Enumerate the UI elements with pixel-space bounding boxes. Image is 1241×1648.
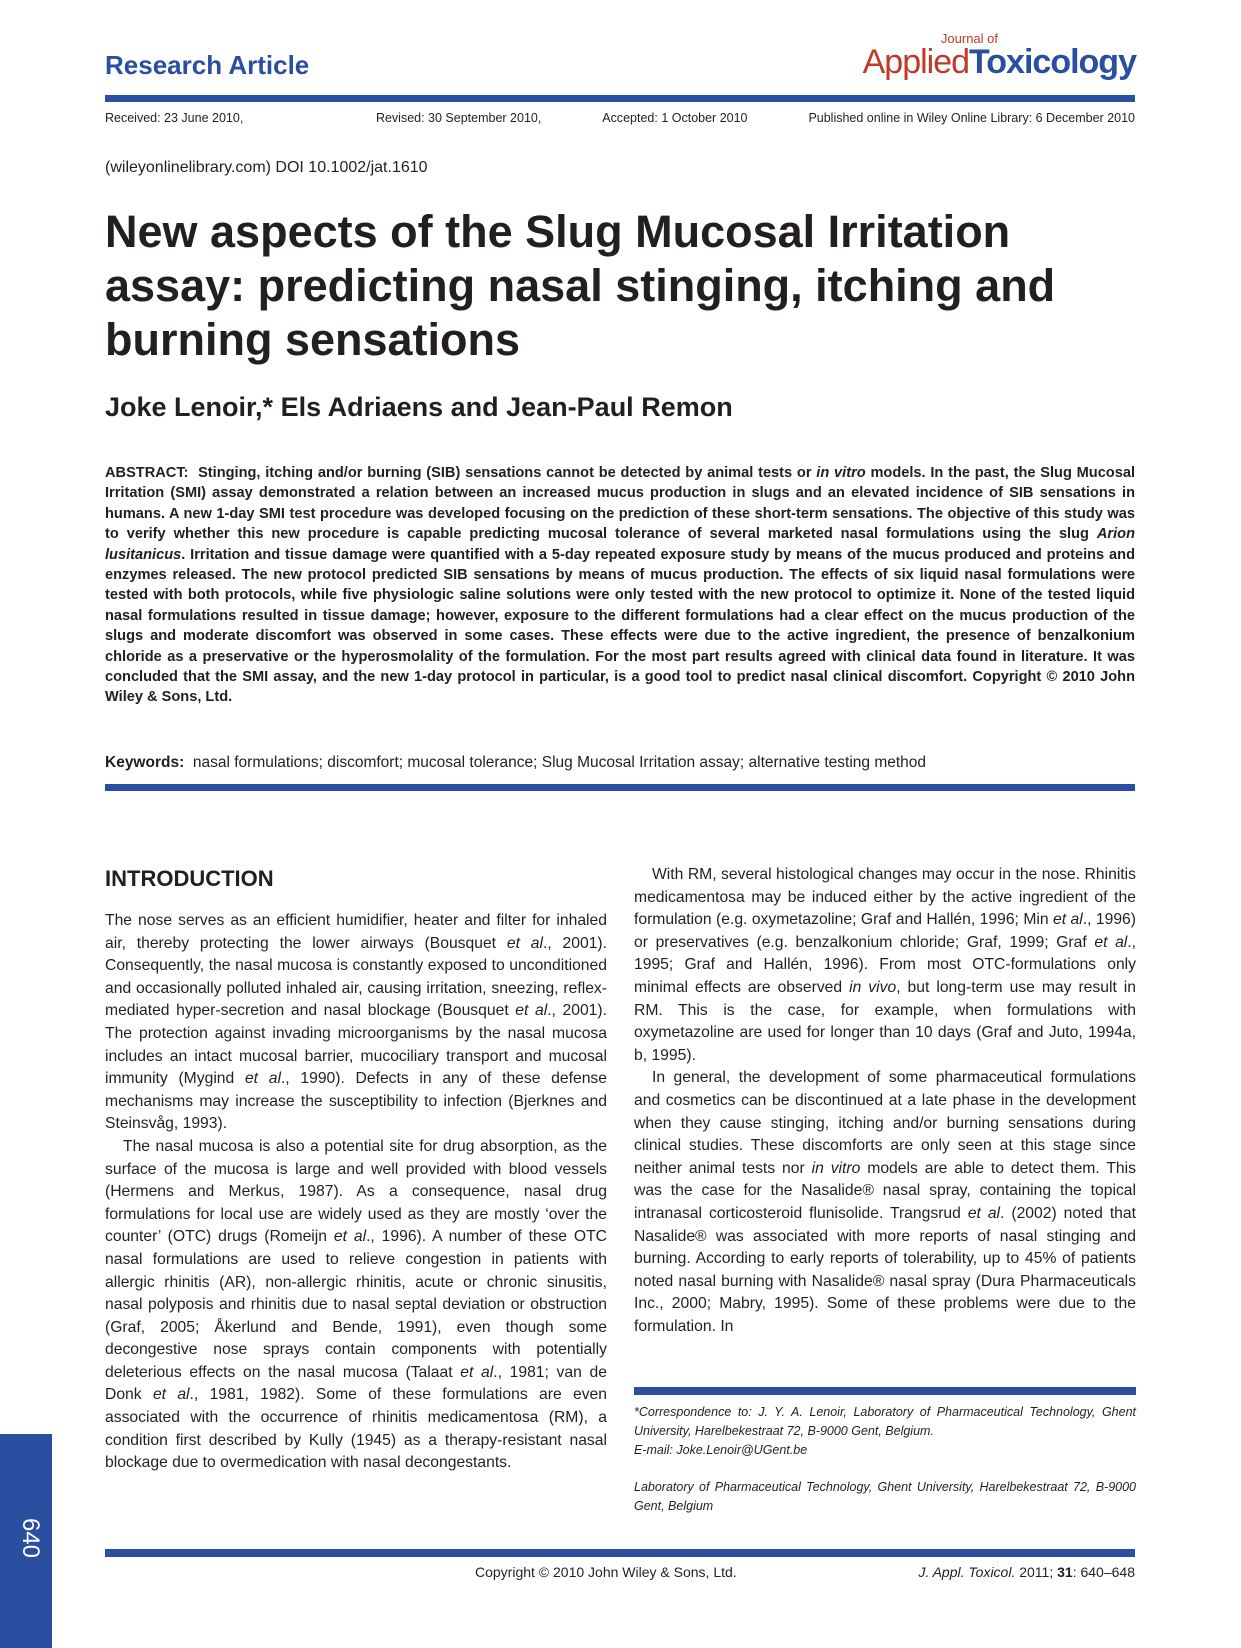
journal-name-part1: Applied	[862, 43, 970, 81]
correspondence-text: *Correspondence to: J. Y. A. Lenoir, Laboratory of Pharmaceutical Technology, Ghent University, Harelbekestraat 72, B-9000 Gent, Belgium.	[634, 1405, 1136, 1438]
abstract-text-3: . Irritation and tissue damage were quantified with a 5-day repeated exposure study by means of the mucus produced and proteins and enzymes released. The new protocol predicted SIB sensations by means of mucus production. The effects of six liquid nasal formulations were tested with both protocols, while five physiologic saline solutions were only tested with the new protocol to optimize it. None of the tested liquid nasal formulations resulted in tissue damage; however, exposure to the different formulations had a clear effect on the mucus production of the slugs and moderate discomfort was observed in some cases. These effects were due to the active ingredient, the presence of benzalkonium chloride as a preservative or the hyperosmolality of the formulation. For the most part results agreed with clinical data found in literature. It was concluded that the SMI assay, and the new 1-day protocol in particular, is a good tool to predict nasal clinical discomfort. Copyright © 2010 John Wiley & Sons, Ltd.	[105, 546, 1135, 706]
received-date: Received: 23 June 2010,	[105, 111, 244, 125]
affiliation-footnote: Laboratory of Pharmaceutical Technology, Ghent University, Harelbekestraat 72, B-9000 Gent, Belgium	[634, 1480, 1136, 1513]
paragraph-2: The nasal mucosa is also a potential site for drug absorption, as the surface of the mucosa is large and well provided with blood vessels (Hermens and Merkus, 1987). As a consequence, nasal drug formulations for local use are widely used as they are mostly ‘over the counter’ (OTC) drugs (Romeijn et al., 1996). A number of these OTC nasal formulations are used to relieve congestion in patients with allergic rhinitis (AR), non-allergic rhinitis, acute or chronic sinusitis, nasal polyposis and rhinitis due to nasal septal deviation or obstruction (Graf, 2005; Åkerlund and Bende, 1991), even though some decongestive nose sprays contain components with potentially deleterious effects on the nasal mucosa (Talaat et al., 1981; van de Donk et al., 1981, 1982). Some of these formulations are even associated with the occurrence of rhinitis medicamentosa (RM), a condition first described by Kully (1945) as a therapy-resistant nasal blockage due to overmedication with nasal decongestants.	[105, 1137, 608, 1472]
journal-prefix: Journal of	[940, 31, 998, 46]
right-column	[634, 864, 1136, 1338]
correspondence-footnote	[634, 1403, 1136, 1460]
accepted-date: Accepted: 1 October 2010	[602, 111, 748, 125]
section-label: Research Article	[105, 50, 310, 80]
abstract-species: Arion lusitanicus	[105, 526, 1135, 563]
abstract-text-2: models. In the past, the Slug Mucosal Irritation (SMI) assay demonstrated a relation between an increased mucus production in slugs and an elevated incidence of SIB sensations in humans. A new 1-day SMI test procedure was developed focusing on the prediction of these short-term sensations. The objective of this study was to verify whether this new procedure is capable predicting mucosal tolerance of several marketed nasal formulations using the slug	[105, 465, 1136, 543]
keywords	[105, 754, 926, 772]
abstract-in-vitro: in vitro	[816, 465, 866, 481]
paragraph-3: With RM, several histological changes may occur in the nose. Rhinitis medicamentosa may be induced either by the active ingredient of the formulation (e.g. oxymetazoline; Graf and Hallén, 1996; Min et al., 1996) or preservatives (e.g. benzalkonium chloride; Graf, 1999; Graf et al., 1995; Graf and Hallén, 1996). From most OTC-formulations only minimal effects are observed in vivo, but long-term use may result in RM. This is the case, for example, when formulations with oxymetazoline are used for longer than 10 days (Graf and Juto, 1994a, b, 1995).	[634, 866, 1137, 1064]
doi-line[interactable]: (wileyonlinelibrary.com) DOI 10.1002/jat.1610	[105, 159, 428, 176]
article-title: New aspects of the Slug Mucosal Irritation assay: predicting nasal stinging, itching and burning sensations	[105, 206, 1056, 365]
journal-logo	[863, 32, 1136, 79]
citation-volume: 31	[1057, 1564, 1073, 1580]
journal-abbreviation: J. Appl. Toxicol.	[918, 1564, 1016, 1580]
footer-copyright: Copyright © 2010 John Wiley & Sons, Ltd.	[475, 1564, 737, 1580]
journal-name-part2: Toxicology	[969, 43, 1136, 81]
page-number-tab	[0, 1434, 52, 1648]
correspondence-email[interactable]: E-mail: Joke.Lenoir@UGent.be	[634, 1443, 808, 1457]
abstract	[105, 463, 1135, 708]
page-number: 640	[17, 1517, 45, 1559]
header-rule	[105, 95, 1135, 102]
published-date: Published online in Wiley Online Library: 6 December 2010	[808, 111, 1135, 125]
keywords-label: Keywords:	[105, 754, 185, 771]
author-list: Joke Lenoir,* Els Adriaens and Jean-Paul Remon	[105, 392, 733, 422]
footer-citation	[918, 1564, 1135, 1580]
citation-pages: : 640–648	[1072, 1564, 1135, 1580]
paragraph-4: In general, the development of some pharmaceutical formulations and cosmetics can be discontinued at a late phase in the development when they cause stinging, itching and/or burning sensations during clinical studies. These discomforts are only seen at this stage since neither animal tests nor in vitro models are able to detect them. This was the case for the Nasalide® nasal spray, containing the topical intranasal corticosteroid flunisolide. Trangsrud et al. (2002) noted that Nasalide® was associated with more reports of nasal stinging and burning. According to early reports of tolerability, up to 45% of patients noted nasal burning with Nasalide® nasal spray (Dura Pharmaceuticals Inc., 2000; Mabry, 1995). Some of these problems were due to the formulation. In	[634, 1069, 1136, 1335]
citation-year: 2011;	[1015, 1564, 1058, 1580]
left-column	[105, 910, 607, 1475]
footnote-rule	[634, 1387, 1136, 1395]
revised-date: Revised: 30 September 2010,	[375, 111, 542, 125]
paragraph-1: The nose serves as an efficient humidifier, heater and filter for inhaled air, thereby protecting the lower airways (Bousquet et al., 2001). Consequently, the nasal mucosa is constantly exposed to unconditioned and occasionally polluted inhaled air, causing irritation, sneezing, reflex-mediated hyper-secretion and nasal blockage (Bousquet et al., 2001). The protection against invading microorganisms by the nasal mucosa includes an intact mucosal barrier, mucociliary transport and mucosal immunity (Mygind et al., 1990). Defects in any of these defense mechanisms may increase the susceptibility to infection (Bjerknes and Steinsvåg, 1993).	[105, 912, 608, 1133]
footer-rule	[105, 1549, 1135, 1557]
journal-name	[863, 43, 1136, 81]
article-dates	[105, 111, 1135, 125]
abstract-label: ABSTRACT:	[105, 465, 189, 481]
keywords-text: nasal formulations; discomfort; mucosal tolerance; Slug Mucosal Irritation assay; alternative testing method	[192, 754, 927, 771]
keywords-rule	[105, 784, 1135, 791]
introduction-heading: INTRODUCTION	[105, 866, 274, 891]
abstract-text-1: Stinging, itching and/or burning (SIB) sensations cannot be detected by animal tests or	[198, 465, 817, 481]
